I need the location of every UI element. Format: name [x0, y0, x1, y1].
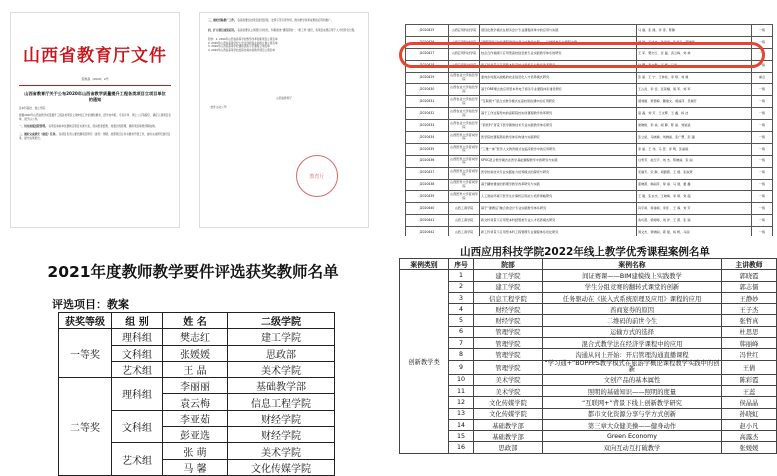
- award-name: 王 晶: [163, 361, 228, 377]
- award-document: [0, 236, 386, 475]
- award-group: 文科组: [112, 410, 163, 443]
- table-row: [406, 96, 773, 108]
- case-name: “互联网+”背景下线上创新教学研究: [543, 397, 722, 408]
- case-teacher: 杜思思: [722, 326, 777, 337]
- table-row: [406, 132, 773, 144]
- case-name: 酋商宴券的原因: [543, 304, 722, 315]
- table-row: [406, 179, 773, 191]
- project-level: 一般: [752, 167, 773, 179]
- case-teacher: 侯晶晶: [722, 397, 777, 408]
- header-teacher: 主讲教师: [722, 259, 777, 270]
- section-2-text: 各项目负责人要把握项目研究（建设）周期，按照项目任务书要求开展工作，按时完成研究建设任务，提交成果报告。: [19, 132, 171, 140]
- section-3-heading: 三、做好经验推广工作。: [208, 19, 237, 22]
- award-college: 文化传媒学院: [228, 459, 335, 475]
- project-school: 山西农业大学信息学院: [449, 96, 480, 108]
- project-id: J2020436: [406, 155, 449, 167]
- project-title: SPOC混合教学模式在医学基础课程教学中的研究与实践: [480, 155, 637, 167]
- attachment-item: 4. 2020年山西省高等学校虚拟仿真实验教学项目立项名单: [208, 48, 275, 52]
- section-2: [19, 133, 171, 140]
- table-row: [400, 315, 777, 326]
- table-row: [406, 203, 773, 215]
- table-row: [400, 270, 777, 281]
- table-row: [400, 374, 777, 385]
- section-4: [208, 29, 360, 33]
- project-level: 一般: [752, 60, 773, 72]
- project-members: 白雪芳、赵红宇、刘 杰、陈晓丽、张 丽: [637, 155, 752, 167]
- project-id: J2020432: [406, 108, 449, 120]
- section-3-text: 各高校要总结项目建设经验，发挥示范引领作用，推动教学改革成果的应用和推广。: [237, 19, 334, 22]
- table-row: [400, 419, 777, 430]
- case-name: 混合式教学法在经济学课程中的应用: [543, 338, 722, 349]
- case-category: 创新教学类: [400, 270, 449, 453]
- award-college: 美术学院: [228, 443, 335, 459]
- case-department: 建工学院: [474, 281, 543, 292]
- table-row: [59, 329, 335, 345]
- project-title: 人工智能环境下医学生计算机应用能力培养策略研究: [480, 191, 637, 203]
- header-number: 序号: [449, 259, 474, 270]
- table-row: [400, 281, 777, 292]
- project-id: J2020427: [406, 48, 449, 60]
- notice-title: 山西省教育厅关于公布2020年山西省教学质量提升工程各类项目立项目单位的通知: [24, 90, 166, 102]
- notice-header-title: 山西省教育厅文件: [23, 46, 167, 66]
- case-number: 14: [449, 419, 474, 430]
- case-department: 管理学院: [474, 338, 543, 349]
- award-project-label: 评选项目：教案: [52, 298, 129, 311]
- award-title: 2021年度教师教学要件评选获奖教师名单: [47, 263, 339, 281]
- project-title: 基于翻转课堂的药理学教学改革研究与实践: [480, 179, 637, 191]
- case-number: 16: [449, 442, 474, 453]
- case-teacher: 王子杰: [722, 304, 777, 315]
- project-level: 一般: [752, 48, 773, 60]
- case-teacher: 郭志儒: [722, 281, 777, 292]
- case-number: 9: [449, 360, 474, 374]
- project-title: 新工科背景下应用型本科工程管理专业课程体系优化研究: [480, 227, 637, 239]
- case-teacher: 孙晓虹: [722, 408, 777, 419]
- project-members: 张立斌、马晓瑜、刘晓丽、张广慧、彭 越: [637, 132, 752, 144]
- case-name: 照明的基础知识——照明的度量: [543, 385, 722, 396]
- attachment-item: 附件：1. 2020年山西省高等学校教学改革创新项目立项名单: [208, 38, 278, 42]
- project-level: 一般: [752, 227, 773, 239]
- notice-page-1: [10, 12, 180, 228]
- notice-page-2: [199, 12, 369, 228]
- project-school: 山西农业大学信息学院: [449, 84, 480, 96]
- project-school: 山西农业大学信息学院: [449, 72, 480, 84]
- project-level: 一般: [752, 84, 773, 96]
- case-department: 美术学院: [474, 374, 543, 385]
- case-name: “学习通+”BOPPPS教学模式在旅游学概论课程教学实践中的创新: [543, 360, 722, 374]
- award-college: 建工学院: [228, 329, 335, 345]
- case-name: 任务驱动在《嵌入式系统原理及应用》课程的应用: [543, 292, 722, 303]
- case-department: 文化传媒学院: [474, 397, 543, 408]
- project-table-page: [397, 0, 773, 234]
- project-members: 郝刘刚、贾德梅、魏建文、胡丽萍、吴瑞芳: [637, 96, 752, 108]
- project-title: “课程思政”在线课程建设与混合式教学实践——以财经类专业课程为例: [480, 36, 637, 48]
- case-teacher: 赵小凡: [722, 419, 777, 430]
- case-teacher: 王静妙: [722, 292, 777, 303]
- header-group: 组 别: [112, 313, 163, 329]
- project-title: 医学院校课程思政教学体系构建与实践研究: [480, 132, 637, 144]
- header-category: 案例类别: [400, 259, 449, 270]
- table-row: [59, 378, 335, 394]
- signature: 山西省教育厅: [276, 96, 292, 100]
- project-id: J2020428: [406, 60, 449, 72]
- project-level: 一般: [752, 36, 773, 48]
- table-row: [406, 191, 773, 203]
- table-row: [400, 408, 777, 419]
- project-title: 项目化教学模式在财务会计专业课程改革中的应用与实践: [480, 25, 637, 37]
- project-id: J2020425: [406, 25, 449, 37]
- project-members: 武巧燕、梁婷婷、刘 洋、王 霞、张 颖: [637, 215, 752, 227]
- case-department: 基础教学部: [474, 419, 543, 430]
- table-row: [406, 155, 773, 167]
- doc-number: 晋教高〔2020〕2号: [81, 77, 109, 81]
- case-department: 基础教学部: [474, 431, 543, 442]
- project-id: J2020429: [406, 72, 449, 84]
- section-1: [19, 125, 171, 129]
- table-row: [400, 349, 777, 360]
- case-teacher: 陈彩霞: [722, 374, 777, 385]
- greeting: 各本科高校、独立学院：: [19, 106, 48, 110]
- case-department: 财经学院: [474, 315, 543, 326]
- table-row: [406, 84, 773, 96]
- award-name: 张 萌: [163, 443, 228, 459]
- case-number: 11: [449, 385, 474, 396]
- project-title: 医学检验技术专业实践能力培养模式的探索与研究: [480, 167, 637, 179]
- project-school: 山西医科大学晋祠学院: [449, 191, 480, 203]
- project-school: 山西医科大学晋祠学院: [449, 155, 480, 167]
- case-number: 7: [449, 338, 474, 349]
- table-row: [400, 431, 777, 442]
- award-group: 理科组: [112, 329, 163, 345]
- award-name: 马 馨: [163, 459, 228, 475]
- project-level: 一般: [752, 191, 773, 203]
- table-row: [400, 360, 777, 374]
- case-teacher: 王倩: [722, 360, 777, 374]
- case-number: 6: [449, 326, 474, 337]
- highlight-marker: [399, 42, 765, 68]
- project-level: 一般: [752, 143, 773, 155]
- case-department: 思政部: [474, 442, 543, 453]
- project-level: 一般: [752, 25, 773, 37]
- project-school: 山西医科大学晋祠学院: [449, 132, 480, 144]
- project-school: 山西应用科技学院: [449, 36, 480, 48]
- project-school: 山西应用科技学院: [449, 48, 480, 60]
- project-level: 一般: [752, 203, 773, 215]
- case-teacher: 张哲真: [722, 315, 777, 326]
- table-row: [400, 338, 777, 349]
- case-number: 4: [449, 304, 474, 315]
- table-row: [406, 108, 773, 120]
- case-teacher: 郭晓霞: [722, 270, 777, 281]
- project-members: 宋瑞芳、宋 静、胡碧霞、王 翔、张淑贤: [637, 167, 752, 179]
- case-department: 美术学院: [474, 385, 543, 396]
- case-number: 15: [449, 431, 474, 442]
- case-name: 运输方式的选择: [543, 326, 722, 337]
- project-members: 周文杰、贾晓丽、郭 强、杨 帆、马丽: [637, 227, 752, 239]
- award-level: 一等奖: [59, 329, 112, 378]
- section-4-text: 各高校要以立项项目为依托，积极推进“课程思政”、“新工科”建设，将项目成果应用于人才培养全过程。: [237, 28, 357, 32]
- table-row: [406, 167, 773, 179]
- online-title: 山西应用科技学院2022年线上教学优秀课程案例名单: [460, 246, 710, 258]
- attachment-item: 2. 2020年山西省高等学校大学生创新创业训练计划立项名单: [208, 41, 278, 45]
- project-level: 一般: [752, 155, 773, 167]
- project-school: 山西农业大学信息学院: [449, 108, 480, 120]
- case-department: 信息工程学院: [474, 292, 543, 303]
- award-college: 思政部: [228, 345, 335, 361]
- case-department: 建工学院: [474, 270, 543, 281]
- project-school: 山西应用科技学院: [449, 25, 480, 37]
- award-name: 李亚茹: [163, 410, 228, 426]
- award-group: 理科组: [112, 378, 163, 411]
- project-school: 山西医科大学晋祠学院: [449, 179, 480, 191]
- project-members: 王占武、李 佳、张荣耀、胡 军、刘 军: [637, 84, 752, 96]
- section-3: [208, 19, 360, 23]
- header-case-name: 案例名称: [543, 259, 722, 270]
- project-id: J2020438: [406, 179, 449, 191]
- project-members: 高 磊、刘 芳、王文辉、王 鑫、杨 洁: [637, 108, 752, 120]
- project-level: 一般: [752, 108, 773, 120]
- project-title: 面向乡村振兴战略的农业信息化人才培养模式研究: [480, 72, 637, 84]
- project-level: 一般: [752, 132, 773, 144]
- notice-document: [0, 0, 386, 234]
- case-number: 1: [449, 270, 474, 281]
- project-id: J2020440: [406, 203, 449, 215]
- project-members: 赵 鹏、李文静、王 刚、马丽: [637, 60, 752, 72]
- project-level: 一般: [752, 215, 773, 227]
- table-row: [400, 385, 777, 396]
- case-department: 文化传媒学院: [474, 408, 543, 419]
- case-number: 3: [449, 292, 474, 303]
- case-number: 13: [449, 408, 474, 419]
- case-name: 都市文化资源分享与学方式创新: [543, 408, 722, 419]
- case-name: 间证赛课——BIM建模线上实践教学: [543, 270, 722, 281]
- project-id: J2020435: [406, 143, 449, 155]
- award-college: 财经学院: [228, 410, 335, 426]
- official-seal: [296, 155, 338, 197]
- award-name: 张媛媛: [163, 345, 228, 361]
- award-name: 彭亚选: [163, 427, 228, 443]
- project-members: 冯宇鸿、杨睿娟、李佳 、王 蓉、刘 芳: [637, 203, 752, 215]
- case-name: 第三章大众健美操——健身动作: [543, 419, 722, 430]
- online-table: [399, 258, 777, 454]
- award-level: 二等奖: [59, 378, 112, 476]
- case-number: 12: [449, 397, 474, 408]
- project-school: 山西应用科技学院: [449, 60, 480, 72]
- table-row: [406, 215, 773, 227]
- project-title: 基于工作过程导向的高职院校实训课程教学改革研究: [480, 108, 637, 120]
- table-row: [406, 25, 773, 37]
- table-row: [406, 143, 773, 155]
- project-members: 姜晓燕、韩丽萍、徐 丽、马 建、董 鑫: [637, 179, 752, 191]
- intro-paragraph: 根据2020年山西省教学质量提升工程各类项目立项申报工作的通知要求，经学校申报、专家评审、网上公示等程序，确定立项项目名单，现予以公布。: [19, 114, 171, 121]
- project-id: J2020442: [406, 227, 449, 239]
- case-teacher: 高露杰: [722, 431, 777, 442]
- project-members: 梁晓艳、李 焱、阎 静、陈 丽、刘斌斌: [637, 120, 752, 132]
- case-name: 学生分组竞赛的翻转式课堂的创新: [543, 281, 722, 292]
- table-row: [400, 397, 777, 408]
- attachment-list: [208, 38, 360, 52]
- case-department: 管理学院: [474, 326, 543, 337]
- project-members: 刘 敏、王成杰、孙丽丽、张美玉、郭晓刚: [637, 36, 752, 48]
- online-header-row: [400, 259, 777, 270]
- project-school: 山西医科大学晋祠学院: [449, 167, 480, 179]
- project-level: 重点: [752, 72, 773, 84]
- project-members: 马 瑞、张 健、李 涛、陈静: [637, 25, 752, 37]
- case-teacher: 王蕊: [722, 385, 777, 396]
- header-level: 获奖等级: [59, 313, 112, 329]
- project-id: J2020431: [406, 96, 449, 108]
- project-title: 基于OBE理念的应用型本科电子商务专业课程体系建设研究: [480, 84, 637, 96]
- award-name: 樊志红: [163, 329, 228, 345]
- case-number: 10: [449, 374, 474, 385]
- award-college: 美术学院: [228, 361, 335, 377]
- project-id: J2020437: [406, 167, 449, 179]
- project-title: 新工科背景下应用型本科高校计算机专业教学改革研究: [480, 60, 637, 72]
- case-department: 管理学院: [474, 360, 543, 374]
- project-title: 校企合作视阈下应用型高校信息类专业实践教学体系的研究: [480, 48, 637, 60]
- award-group: 艺术组: [112, 361, 163, 377]
- section-4-heading: 四、扩大项目成果应用。: [208, 28, 237, 32]
- project-level: 一般: [752, 96, 773, 108]
- award-college: 信息工程学院: [228, 394, 335, 410]
- case-department: 财经学院: [474, 304, 543, 315]
- award-name: 李丽丽: [163, 378, 228, 394]
- table-row: [400, 292, 777, 303]
- attachment-item: 3. 2020年山西省高等学校课程思政示范课程立项名单: [208, 45, 270, 49]
- case-number: 5: [449, 315, 474, 326]
- project-title: 新文科背景下应用型本科经管类专业人才培养模式研究: [480, 215, 637, 227]
- case-teacher: 张媛媛: [722, 442, 777, 453]
- project-members: 张 丽、王 宁、王林柱、李 婷、刘 晨: [637, 72, 752, 84]
- project-title: “互联网+”混合式教学模式在高校思政课中的应用研究: [480, 96, 637, 108]
- red-divider: [19, 85, 171, 86]
- case-number: 2: [449, 281, 474, 292]
- project-title: “三维一体”医学人文教育模式在临床教学中的应用研究: [480, 143, 637, 155]
- project-level: 一般: [752, 120, 773, 132]
- project-id: J2020434: [406, 132, 449, 144]
- case-department: 管理学院: [474, 349, 543, 360]
- project-school: 山西医科大学晋祠学院: [449, 143, 480, 155]
- project-id: J2020426: [406, 36, 449, 48]
- project-members: 王 刚、张永杰、王晓梅、李 婷、刘 超: [637, 191, 752, 203]
- online-cases-document: [397, 236, 773, 469]
- project-members: 李 丽、王 伟、马 哲、李 明、张丽娟: [637, 143, 752, 155]
- table-row: [406, 72, 773, 84]
- table-row: [400, 304, 777, 315]
- project-id: J2020433: [406, 120, 449, 132]
- section-1-heading: 一、切实加强过程管理。: [19, 125, 48, 129]
- award-table: [58, 312, 335, 476]
- section-2-heading: 二、做好完成研究（建设）任务。: [19, 132, 58, 136]
- project-school: 山西农业大学信息学院: [449, 120, 480, 132]
- project-members: 王 军、樊志红、张 磊、袁云梅、刘 林: [637, 48, 752, 60]
- header-college: 二级学院: [228, 313, 335, 329]
- project-school: 山西工商学院: [449, 215, 480, 227]
- case-name: 二维码的前世今生: [543, 315, 722, 326]
- award-name: 袁云梅: [163, 394, 228, 410]
- award-college: 财经学院: [228, 427, 335, 443]
- award-header-row: [59, 313, 335, 329]
- section-1-text: 各项目承担单位要制定项目实施方案，落实配套经费，加强过程管理，确保项目取得预期成效。: [48, 125, 158, 129]
- case-name: Green Economy: [543, 431, 722, 442]
- award-college: 基础教学部: [228, 378, 335, 394]
- project-school: 山西工商学院: [449, 227, 480, 239]
- case-teacher: 冯世红: [722, 349, 777, 360]
- case-name: 双向互动互打破教学: [543, 442, 722, 453]
- case-name: 文创产品的基本属性: [543, 374, 722, 385]
- project-title: 基于“课赛证”融合的会计专业实践教学体系研究: [480, 203, 637, 215]
- header-name: 姓 名: [163, 313, 228, 329]
- project-title: “新医科”背景下医学影像技术专业实践教学体系研究: [480, 120, 637, 132]
- project-id: J2020439: [406, 191, 449, 203]
- table-row: [406, 120, 773, 132]
- case-name: 沟通从问上开始：开启管理沟通直播课程: [543, 349, 722, 360]
- project-id: J2020430: [406, 84, 449, 96]
- case-number: 8: [449, 349, 474, 360]
- sign-date: （此件主动公开）: [208, 106, 229, 110]
- seal-text: 教育厅: [309, 173, 325, 180]
- case-teacher: 韩丽峰: [722, 338, 777, 349]
- project-school: 山西工商学院: [449, 203, 480, 215]
- header-department: 院部: [474, 259, 543, 270]
- table-row: [400, 442, 777, 453]
- award-group: 文科组: [112, 345, 163, 361]
- table-row: [400, 326, 777, 337]
- award-group: 艺术组: [112, 443, 163, 476]
- project-id: J2020441: [406, 215, 449, 227]
- project-level: 一般: [752, 179, 773, 191]
